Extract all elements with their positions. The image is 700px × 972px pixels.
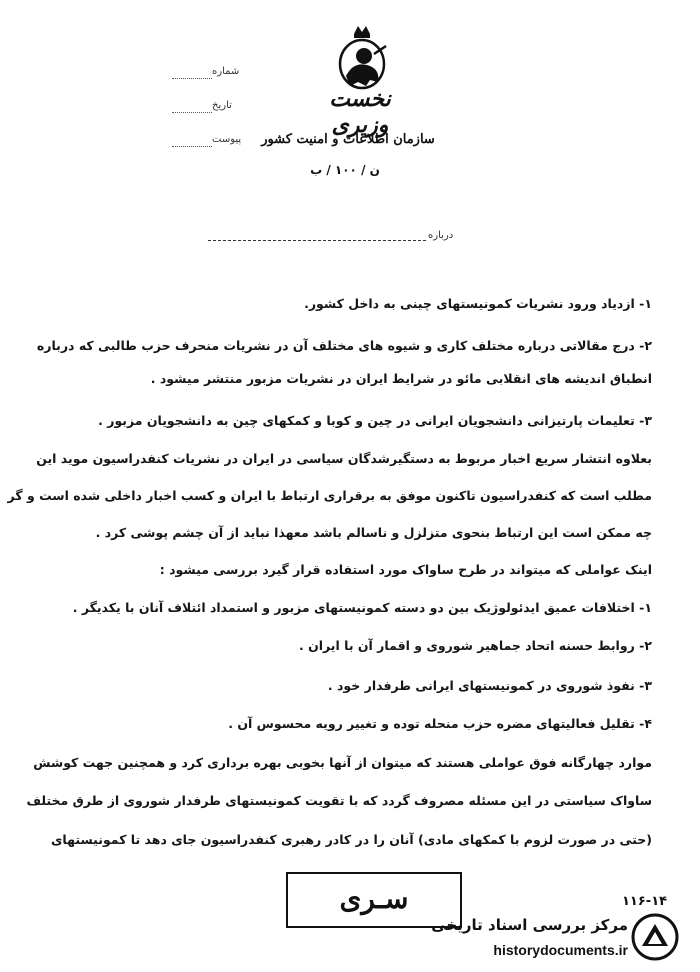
body-line: ۲- درج مقالاتی درباره مختلف کاری و شیوه های مختلف آن در نشریات منحرف حزب طالبی که درباره: [36, 338, 652, 353]
number-line: [172, 78, 212, 79]
subject-line: [208, 240, 426, 241]
letterhead-title: نخست وزیری: [329, 86, 391, 138]
body-line: ۱- اختلافات عمیق ایدئولوژیک بین دو دسته کمونیستهای مزبور و استمداد ائتلاف آنان با یکدیگر .: [72, 600, 652, 615]
body-line: چه ممکن است این ارتباط بنحوی متزلزل و ناسالم باشد معهذا نباید از آن چشم پوشی کرد .: [95, 525, 652, 540]
body-line: انطباق اندیشه های انقلابی مائو در شرایط ایران در نشریات مزبور منتشر میشود .: [150, 371, 652, 386]
date-label: تاریخ: [212, 100, 232, 111]
letterhead-code: ن / ۱۰۰ / ب: [310, 163, 380, 177]
subject-label: درباره: [428, 230, 454, 241]
history-documents-logo-icon: [630, 912, 680, 962]
number-label: شماره: [212, 66, 240, 77]
enclosure-line: [172, 146, 212, 147]
date-line: [172, 112, 212, 113]
lion-and-sun-emblem-icon: [330, 24, 394, 94]
body-line: ۲- روابط حسنه اتحاد جماهیر شوروی و اقمار آن با ایران .: [298, 638, 652, 653]
watermark-url: historydocuments.ir: [493, 942, 628, 958]
body-line: مطلب است که کنفدراسیون تاکنون موفق به برقراری ارتباط با ایران و کسب اخبار داخلی شده است و گر: [7, 488, 652, 503]
body-line: موارد چهارگانه فوق عواملی هستند که میتوان از آنها بخوبی بهره برداری کرد و همچنین جهت کوشش: [33, 755, 652, 770]
stamp-text: سـری: [339, 882, 409, 915]
enclosure-label: پیوست: [212, 134, 242, 145]
body-line: اینک عواملی که میتواند در طرح ساواک مورد استفاده قرار گیرد بررسی میشود :: [159, 562, 652, 577]
body-line: ۳- تعلیمات پارتیزانی دانشجویان ایرانی در چین و کوبا و کمکهای چین به دانشجویان مزبور .: [98, 413, 652, 428]
body-line: ۳- نفوذ شوروی در کمونیستهای ایرانی طرفدار خود .: [327, 678, 652, 693]
body-line: ۴- تقلیل فعالیتهای مضره حزب منحله توده و تغییر رویه محسوس آن .: [228, 716, 652, 731]
letterhead-organization: سازمان اطلاعات و امنیت کشور: [261, 132, 435, 147]
body-line: بعلاوه انتشار سریع اخبار مربوط به دستگیرشدگان سیاسی در ایران در نشریات کنفدراسیون موید این: [36, 451, 652, 466]
body-line: ساواک سیاستی در این مسئله مصروف گردد که با تقویت کمونیستهای طرفدار شوروی از طرق مختلف: [26, 793, 652, 808]
watermark-title: مرکز بررسی اسناد تاریخی: [431, 916, 628, 934]
body-line: (حتی در صورت لزوم با کمکهای مادی) آنان را در کادر رهبری کنفدراسیون جای دهد تا کمونیستهای: [50, 832, 652, 847]
body-line: ۱- ازدیاد ورود نشریات کمونیستهای چینی به داخل کشور.: [304, 296, 652, 311]
page-number: ۱۱۶-۱۴: [622, 894, 668, 909]
